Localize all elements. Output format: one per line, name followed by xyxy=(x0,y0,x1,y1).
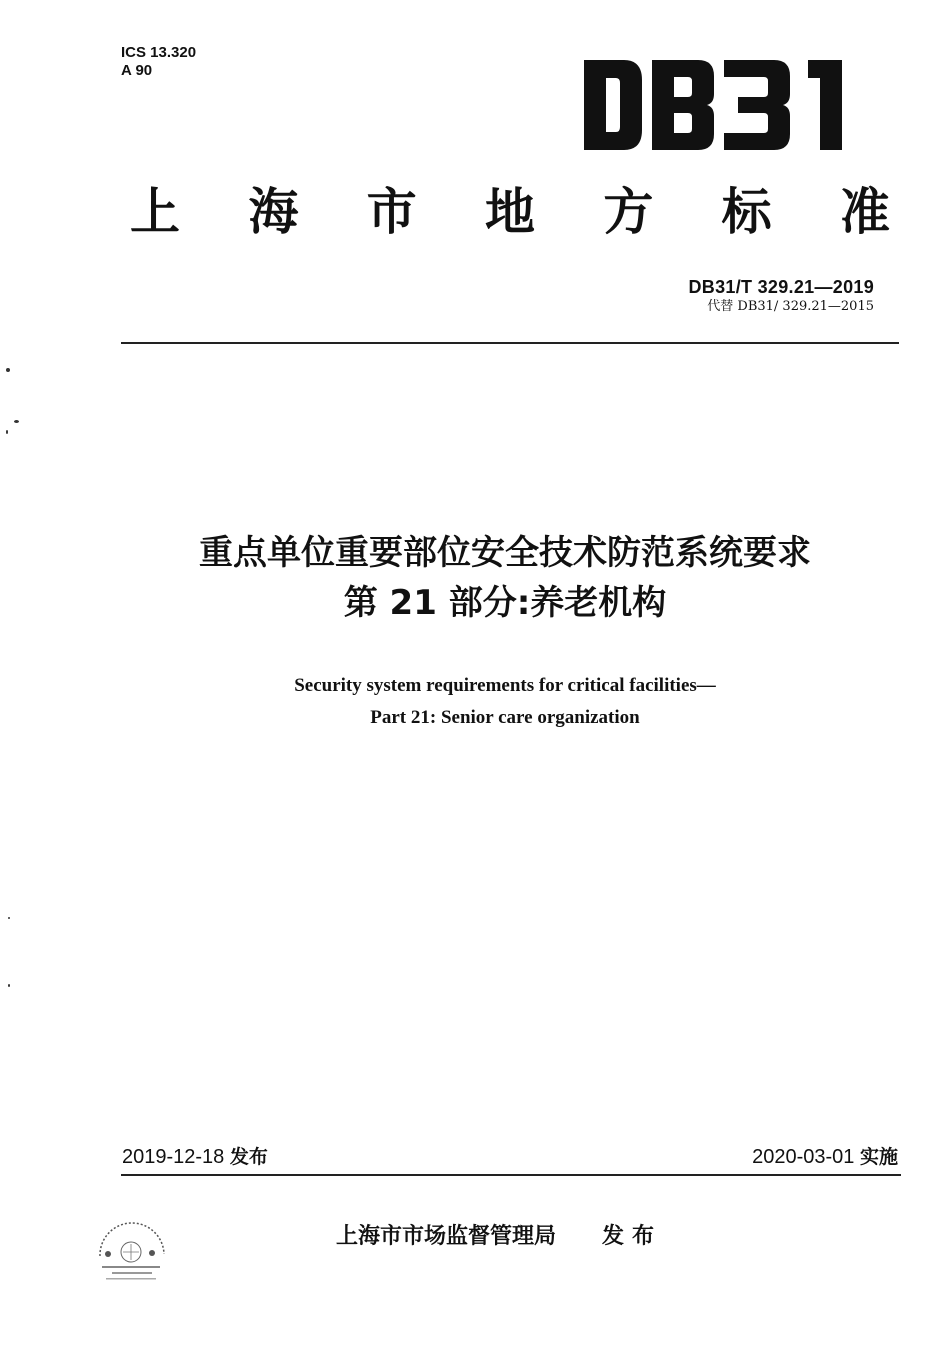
title-char: 地 xyxy=(484,183,535,241)
scan-speck xyxy=(14,420,19,423)
issuing-authority xyxy=(336,1222,662,1252)
footer-divider xyxy=(121,1174,901,1176)
standard-code: DB31/T 329.21—2019 xyxy=(688,277,874,297)
document-title-cn xyxy=(60,528,950,628)
issue-date-label: 发布 xyxy=(229,1146,268,1168)
title-en-line2: Part 21: Senior care organization xyxy=(370,707,640,728)
title-cn-line2: 第 21 部分:养老机构 xyxy=(343,583,667,623)
scan-speck xyxy=(6,430,8,434)
issue-date-value: 2019-12-18 xyxy=(122,1146,225,1168)
issue-date xyxy=(122,1144,268,1170)
issuer-action: 发布 xyxy=(602,1224,663,1249)
document-title-en xyxy=(60,670,950,734)
title-cn-line1: 重点单位重要部位安全技术防范系统要求 xyxy=(199,533,811,573)
effective-date-value: 2020-03-01 xyxy=(752,1146,855,1168)
watermark-seal xyxy=(90,1216,172,1286)
title-char: 标 xyxy=(721,183,772,241)
title-char: 海 xyxy=(248,183,299,241)
title-char: 上 xyxy=(130,183,180,241)
title-en-line1: Security system requirements for critical facilities— xyxy=(294,675,716,696)
scan-speck xyxy=(8,984,10,987)
db31-logo xyxy=(580,50,850,158)
title-char: 方 xyxy=(603,183,654,241)
header-divider xyxy=(121,342,899,344)
standard-type-title xyxy=(130,182,890,242)
scan-speck xyxy=(6,368,10,372)
ics-code: ICS 13.320 xyxy=(121,44,197,61)
title-char: 市 xyxy=(366,183,417,241)
effective-date-label: 实施 xyxy=(859,1146,898,1168)
effective-date xyxy=(752,1144,898,1170)
title-char: 准 xyxy=(839,183,890,241)
issuer-name: 上海市市场监督管理局 xyxy=(336,1224,557,1249)
classification-codes xyxy=(121,44,196,80)
replaced-standard: 代替 DB31/ 329.21—2015 xyxy=(707,299,874,314)
ccs-code: A 90 xyxy=(121,62,153,79)
standard-number-block xyxy=(688,276,874,316)
scan-speck xyxy=(8,917,10,919)
